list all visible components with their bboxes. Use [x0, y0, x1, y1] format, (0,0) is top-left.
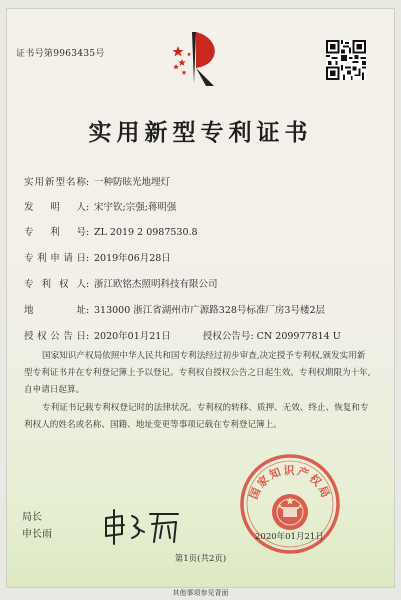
field-address: 地址: 313000 浙江省湖州市广源路328号标准厂房3号楼2层 — [24, 302, 325, 316]
field-label: 发明人 — [24, 202, 86, 213]
page-number: 第1页(共2页) — [174, 554, 227, 564]
field-label: 专利权人 — [24, 279, 86, 290]
director-signature-icon — [102, 508, 182, 546]
certificate-title: 实用新型专利证书 — [88, 119, 313, 146]
qr-code-icon — [326, 40, 366, 80]
seal-text: 国家知识产权局 — [247, 464, 333, 502]
field-patentee: 专利权人: 浙江欧铭杰照明科技有限公司 — [24, 276, 218, 290]
field-label: 实用新型名称 — [24, 177, 86, 188]
footer-note: 其他事项参见背面 — [172, 589, 229, 597]
field-patent-number: 专利号: ZL 2019 2 0987530.8 — [24, 224, 198, 238]
paragraph-grant-notice: 国家知识产权局依照中华人民共和国专利法经过初步审查,决定授予专利权,颁发实用新型专利证书并在专利登记簿上予以登记。专利权自授权公告之日起生效。专利权期限为十年,自申请日起算。 — [24, 351, 371, 395]
field-value: 浙江欧铭杰照明科技有限公司 — [94, 279, 218, 290]
field-value: 一种防眩光地埋灯 — [94, 177, 171, 188]
field-label: 地址 — [24, 305, 86, 316]
field-grant: 授权公告日: 2020年01月21日 授权公告号: CN 209977814 U — [24, 328, 341, 342]
bureau-name: 申长雨 — [22, 529, 52, 540]
seal-date: 2020年01月21日 — [255, 532, 324, 542]
field-utility-model-name: 实用新型名称: 一种防眩光地埋灯 — [24, 174, 170, 188]
bureau-title: 局长 — [22, 512, 42, 523]
field-inventor: 发明人: 宋宇钦;宗强;蒋明强 — [24, 199, 176, 213]
field-value: ZL 2019 2 0987530.8 — [94, 227, 198, 238]
field-value: 宋宇钦;宗强;蒋明强 — [94, 202, 177, 213]
grant-number-label: 授权公告号 — [202, 331, 251, 342]
field-value: 2019年06月28日 — [94, 253, 171, 264]
cnipa-emblem-icon — [170, 28, 230, 92]
field-label: 专利申请日 — [24, 253, 86, 264]
paragraph-legal-status: 专利证书记载专利权登记时的法律状况。专利权的转移、质押、无效、终止、恢复和专利权人的姓名或名称、国籍、地址变更等事项记载在专利登记簿上。 — [24, 403, 369, 430]
field-application-date: 专利申请日: 2019年06月28日 — [24, 250, 171, 264]
field-value: 313000 浙江省湖州市广源路328号标准厂房3号楼2层 — [94, 305, 326, 316]
grant-number-value: CN 209977814 U — [256, 331, 341, 342]
certificate-number: 证书号第9963435号 — [16, 49, 105, 59]
grant-date-label: 授权公告日 — [24, 331, 86, 342]
field-label: 专利号 — [24, 227, 86, 238]
grant-date-value: 2020年01月21日 — [94, 331, 171, 342]
